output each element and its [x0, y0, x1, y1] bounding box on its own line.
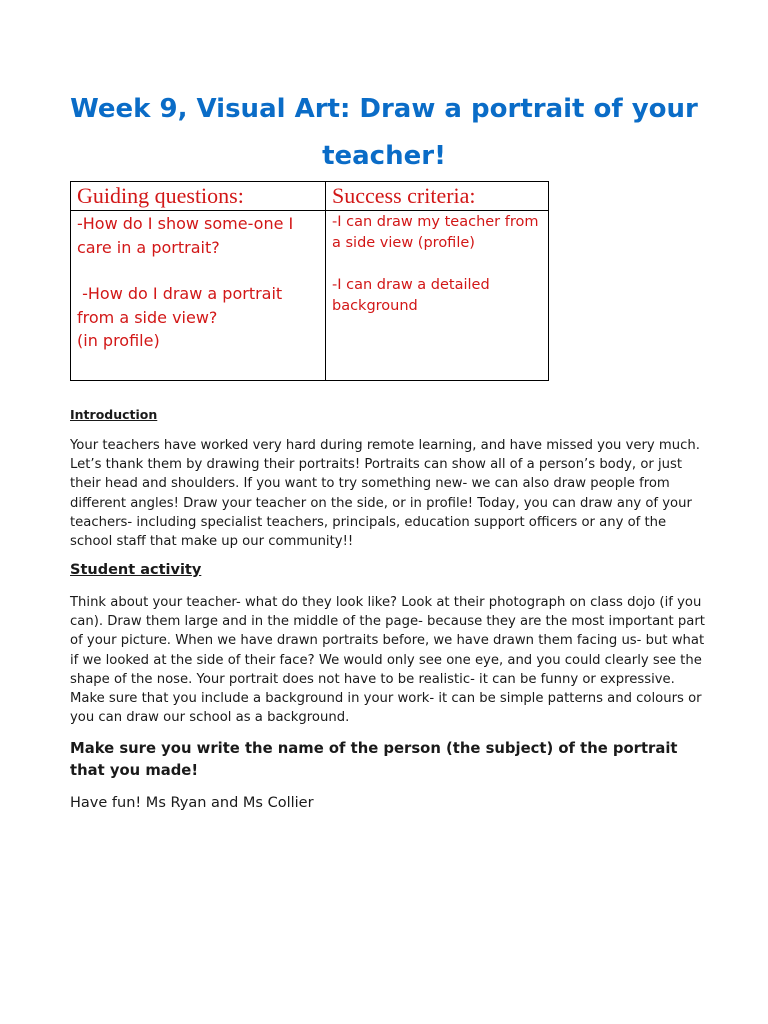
- table-row: [71, 211, 549, 381]
- success-criteria-cell: [326, 211, 549, 381]
- introduction-heading: Introduction: [70, 407, 158, 422]
- guiding-question: -How do I show some-one I care in a portrait?: [77, 214, 294, 257]
- criteria-table: [70, 181, 549, 381]
- introduction-paragraph: Your teachers have worked very hard during remote learning, and have missed you very much. Let’s thank them by drawing their portraits! Portraits can show all of a person’s body, or just their head and shoulders. If you want to try something new- we can also draw people from different angles! Draw your teacher on the side, or in profile! Today, you can draw any of your teachers- including specialist teachers, principals, education support officers or any of the school staff that make up our community!!: [70, 438, 700, 550]
- student-activity-paragraph: Think about your teacher- what do they look like? Look at their photograph on class dojo (if you can). Draw them large and in the middle of the page- because they are the most important part of your picture. When we have drawn portraits before, we have drawn them facing us- but what if we looked at the side of their face? We would only see one eye, and you could clearly see the shape of the nose. Your portrait does not have to be realistic- it can be funny or expressive. Make sure that you include a background in your work- it can be simple patterns and colours or you can draw our school as a background.: [70, 595, 705, 726]
- name-reminder-note: Make sure you write the name of the person (the subject) of the portrait that you made!: [70, 740, 678, 779]
- success-criterion: -I can draw my teacher from a side view (profile): [332, 214, 539, 251]
- guiding-question-note: (in profile): [77, 331, 160, 350]
- table-header-row: [71, 182, 549, 211]
- guiding-questions-header: Guiding questions:: [71, 182, 326, 211]
- signoff-text: Have fun! Ms Ryan and Ms Collier: [70, 795, 314, 811]
- guiding-questions-cell: [71, 211, 326, 381]
- guiding-question: -How do I draw a portrait from a side view?: [77, 284, 288, 327]
- success-criteria-header: Success criteria:: [326, 182, 549, 211]
- page-title: Week 9, Visual Art: Draw a portrait of your teacher!: [70, 94, 698, 171]
- student-activity-heading: Student activity: [70, 562, 202, 578]
- success-criterion: -I can draw a detailed background: [332, 277, 490, 314]
